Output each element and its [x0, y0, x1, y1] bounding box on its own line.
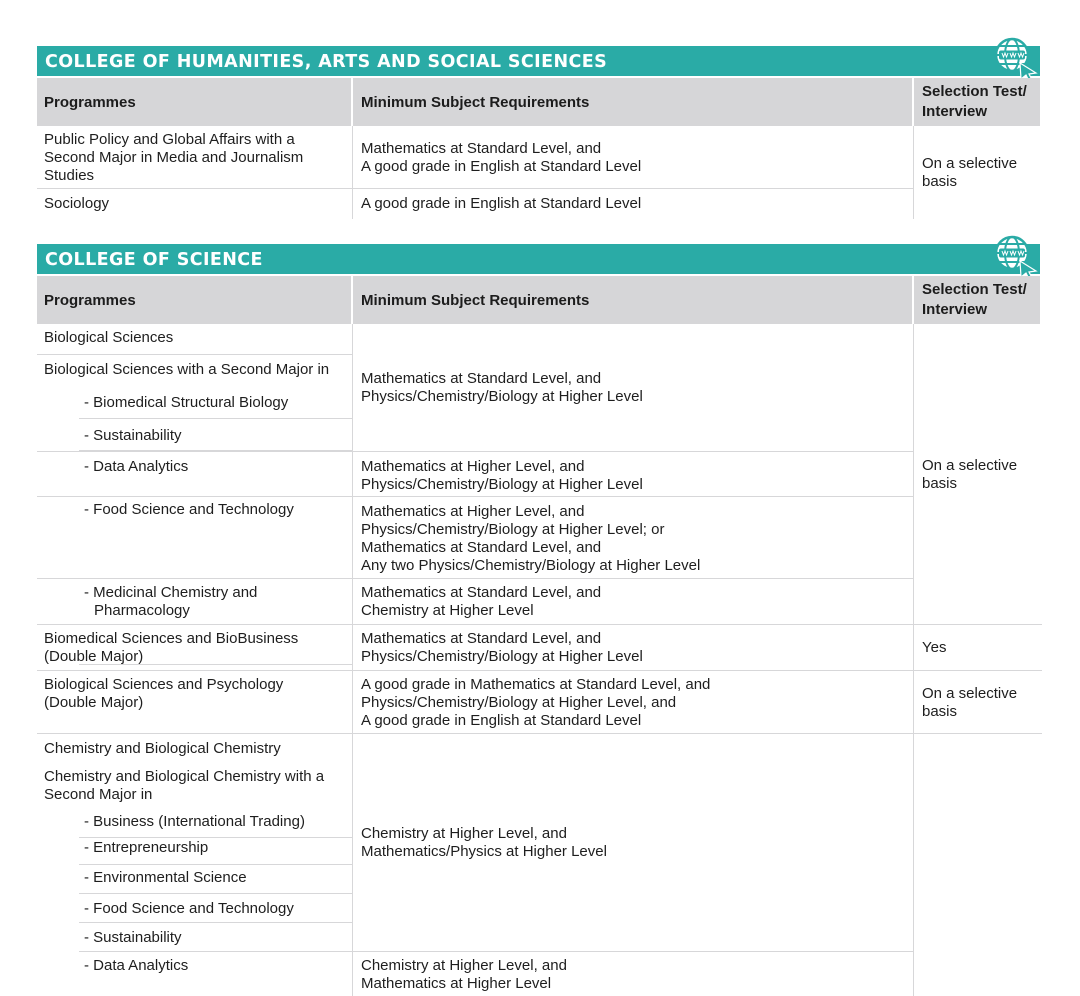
- header-programmes: Programmes: [44, 94, 136, 111]
- programme-data-analytics-chem: - Data Analytics: [84, 957, 189, 974]
- header-selection-1: Selection Test/: [922, 281, 1027, 298]
- humanities-header-requirements: [353, 78, 912, 126]
- selection-bio-psychology: On a selective: [922, 685, 1018, 702]
- programme-biomedical-structural-biology: - Biomedical Structural Biology: [84, 394, 289, 411]
- requirement-medicinal-chemistry: Mathematics at Standard Level, and: [361, 584, 602, 601]
- programme-biomedical-biobusiness: Biomedical Sciences and BioBusiness: [44, 630, 299, 647]
- programme-food-science: - Food Science and Technology: [84, 501, 294, 518]
- humanities-header-programmes: [37, 78, 351, 126]
- programme-sociology: Sociology: [44, 195, 110, 212]
- requirement-sociology: A good grade in English at Standard Level: [361, 195, 642, 212]
- science-section: COLLEGE OF SCIENCE Programmes Minimum Subject Requirements Selection Test/ Interview Biological Sciences Biological Sciences with a Second Major in - Biomedical Structural Biology - Sustainability - Data Analytics - Food Science and Technology - Medicinal Chemistry and Pharmacology Biomedical Sciences and BioBusiness (Double Major) Biological Sciences and Psychology (Double Major) Chemistry and Biological Chemistry Chemistry and Biological Chemistry with a Second Major in - Business (International Trading) - Entrepreneurship - Environmental Science - Food Science and Technology - Sustainability - Data Analytics Mathematics at Standard Level, and Physics/Chemistry/Biology at Higher Level Mathematics at Higher Level, and Physics/Chemistry/Biology at Higher Level Mathematics at Higher Level, and Physics/Chemistry/Biology at Higher Level; or Mathematics at Standard Level, and Any two Physics/Chemistry/Biology at Higher Level Mathematics at Standard Level, and Chemistry at Higher Level Mathematics at Standard Level, and Physics/Chemistry/Biology at Higher Level A good grade in Mathematics at Standard Level, and Physics/Chemistry/Biology at Higher Level, and A good grade in English at Standard Level Chemistry at Higher Level, and Mathematics/Physics at Higher Level Chemistry at Higher Level, and Mathematics at Higher Level On a selective basis Yes On a selective basis: [37, 244, 1040, 996]
- programme-chemistry-biological-chemistry: Chemistry and Biological Chemistry: [44, 740, 281, 757]
- selection-biomedical-biobusiness: Yes: [922, 639, 947, 656]
- requirement-chem-data-analytics: Chemistry at Higher Level, and: [361, 957, 567, 974]
- humanities-section: COLLEGE OF HUMANITIES, ARTS AND SOCIAL SCIENCES Programmes Minimum Subject Requirements Selection Test/ Interview Public Policy and Global Affairs with a Second Major in Media and Journalism Studies Mathematics at Standard Level, and A good grade in English at Standard Level Sociology A good grade in English at Standard Level On a selective basis: [37, 46, 1040, 221]
- header-requirements: Minimum Subject Requirements: [361, 94, 590, 111]
- header-requirements: Minimum Subject Requirements: [361, 292, 590, 309]
- selection-humanities: On a selective: [922, 155, 1018, 172]
- science-title: COLLEGE OF SCIENCE: [37, 244, 1040, 274]
- header-selection-2: Interview: [922, 301, 988, 318]
- programme-business-international-trading: - Business (International Trading): [84, 813, 305, 830]
- programme-medicinal-chemistry: - Medicinal Chemistry and: [84, 584, 258, 601]
- selection-bio-group: On a selective: [922, 457, 1018, 474]
- requirement-chemistry-group: Chemistry at Higher Level, and: [361, 825, 567, 842]
- programme-sustainability-chem: - Sustainability: [84, 929, 182, 946]
- science-header-selection: [914, 276, 1040, 324]
- programme-food-science-chem: - Food Science and Technology: [84, 900, 294, 917]
- programme-bio-psychology: Biological Sciences and Psychology: [44, 676, 284, 693]
- requirement-biomedical-biobusiness: Mathematics at Standard Level, and: [361, 630, 602, 647]
- requirement-public-policy: Mathematics at Standard Level, and: [361, 140, 602, 157]
- requirement-bio-psychology: A good grade in Mathematics at Standard Level, and: [361, 676, 711, 693]
- programme-data-analytics: - Data Analytics: [84, 458, 189, 475]
- programme-environmental-science: - Environmental Science: [84, 869, 247, 886]
- science-header-programmes: [37, 276, 351, 324]
- requirement-data-analytics: Mathematics at Higher Level, and: [361, 458, 585, 475]
- programme-biological-sciences: Biological Sciences: [44, 329, 174, 346]
- header-selection-2: Interview: [922, 103, 988, 120]
- science-header-requirements: [353, 276, 912, 324]
- requirement-bio-group: Mathematics at Standard Level, and: [361, 370, 602, 387]
- programme-bio-second-major: Biological Sciences with a Second Major in: [44, 361, 330, 378]
- programme-entrepreneurship: - Entrepreneurship: [84, 839, 209, 856]
- requirement-food-science: Mathematics at Higher Level, and: [361, 503, 585, 520]
- humanities-header-selection: [914, 78, 1040, 126]
- programme-chem-second-major: Chemistry and Biological Chemistry with a: [44, 768, 325, 785]
- programme-public-policy: Public Policy and Global Affairs with a: [44, 131, 295, 148]
- programme-sustainability: - Sustainability: [84, 427, 182, 444]
- humanities-title: COLLEGE OF HUMANITIES, ARTS AND SOCIAL SCIENCES: [37, 46, 1040, 76]
- header-programmes: Programmes: [44, 292, 136, 309]
- header-selection-1: Selection Test/: [922, 83, 1027, 100]
